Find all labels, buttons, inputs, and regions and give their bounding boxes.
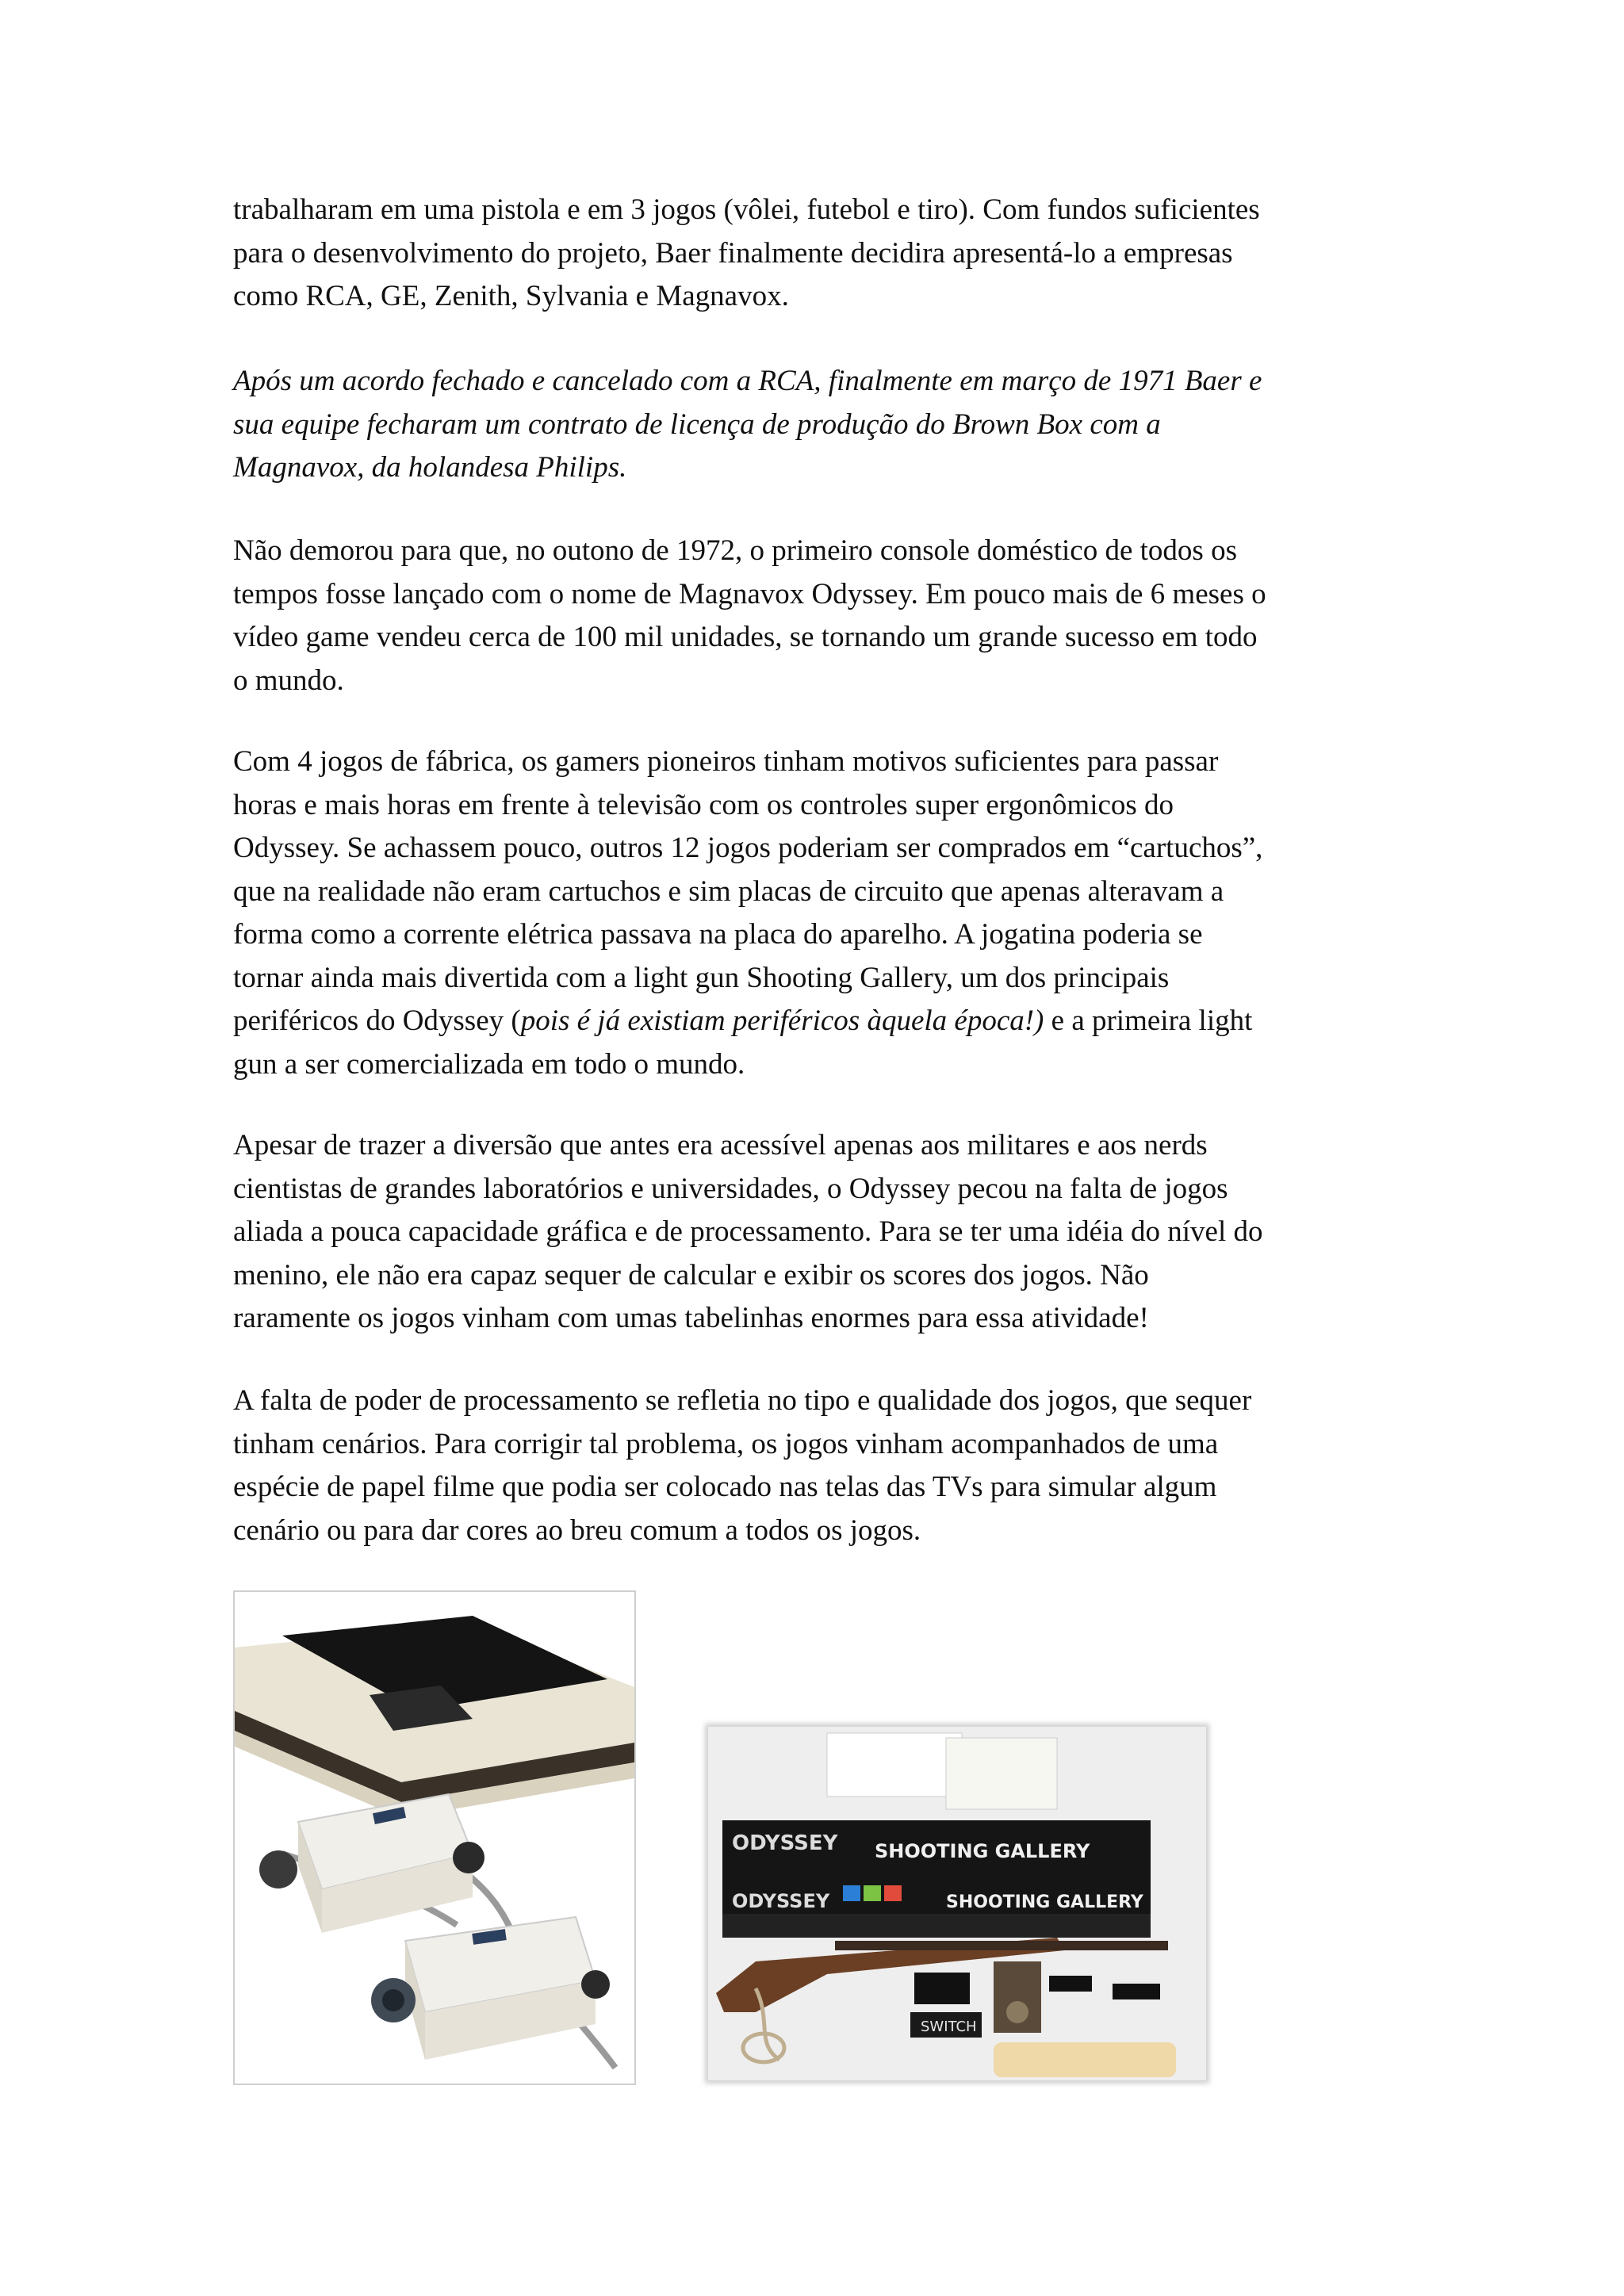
paragraph-4-text-after: e a primeira light gun a ser comercializada em todo o mundo. [233,1004,1253,1081]
paragraph-4-italic-aside: pois é já existiam periféricos àquela época!) [520,1004,1044,1037]
paragraph-6: A falta de poder de processamento se refletia no tipo e qualidade dos jogos, que sequer tinham cenários. Para corrigir tal problema, os jogos vinham acompanhados de uma espécie de papel filme que podia ser colocado nas telas das TVs para simular algum cenário ou para dar cores ao breu comum a todos os jogos. [233,1384,1252,1547]
gallery-box-label-odyssey-2: ODYSSEY [732,1890,830,1912]
paragraph-3: Não demorou para que, no outono de 1972, o primeiro console doméstico de todos os tempos fosse lançado com o nome de Magnavox Odyssey. Em pouco mais de 6 meses o vídeo game vendeu cerca de 100 mil unidades, se tornando um grande sucesso em todo o mundo. [233,534,1266,697]
paragraph-2-italic: Após um acordo fechado e cancelado com a RCA, finalmente em março de 1971 Baer e sua equipe fecharam um contrato de licença de produção do Brown Box com a Magnavox, da holandesa Philips. [233,365,1262,484]
shooting-gallery-photo [708,1727,1206,2080]
gallery-box-label-shooting-2: SHOOTING GALLERY [946,1892,1143,1912]
gallery-box-label-odyssey: ODYSSEY [732,1831,838,1855]
paragraph-5: Apesar de trazer a diversão que antes era acessível apenas aos militares e aos nerds cientistas de grandes laboratórios e universidades, o Odyssey pecou na falta de jogos aliada a pouca capacidade gráfica e de processamento. Para se ter uma idéia do nível do menino, ele não era capaz sequer de calcular e exibir os scores dos jogos. Não raramente os jogos vinham com umas tabelinhas enormes para essa atividade! [233,1129,1263,1334]
paragraph-4-text-before: Com 4 jogos de fábrica, os gamers pioneiros tinham motivos suficientes para passar horas e mais horas em frente à televisão com os controles super ergonômicos do Odyssey. Se achassem pouco, outros 12 jogos poderiam ser comprados em “cartuchos”, que na realidade não eram cartuchos e sim placas de circuito que apenas alteravam a forma como a corrente elétrica passava na placa do aparelho. A jogatina poderia se tornar ainda mais divertida com a light gun Shooting Gallery, um dos principais periféricos do Odyssey ( [233,745,1263,1037]
odyssey-console-photo [233,1590,636,2085]
switch-label: SWITCH [921,2019,977,2035]
paragraph-1: trabalharam em uma pistola e em 3 jogos (vôlei, futebol e tiro). Com fundos suficientes para o desenvolvimento do projeto, Baer finalmente decidira apresentá-lo a empresas como RCA, GE, Zenith, Sylvania e Magnavox. [233,193,1260,312]
gallery-box-label-shooting: SHOOTING GALLERY [875,1840,1090,1862]
paragraph-4 [233,740,1407,1086]
